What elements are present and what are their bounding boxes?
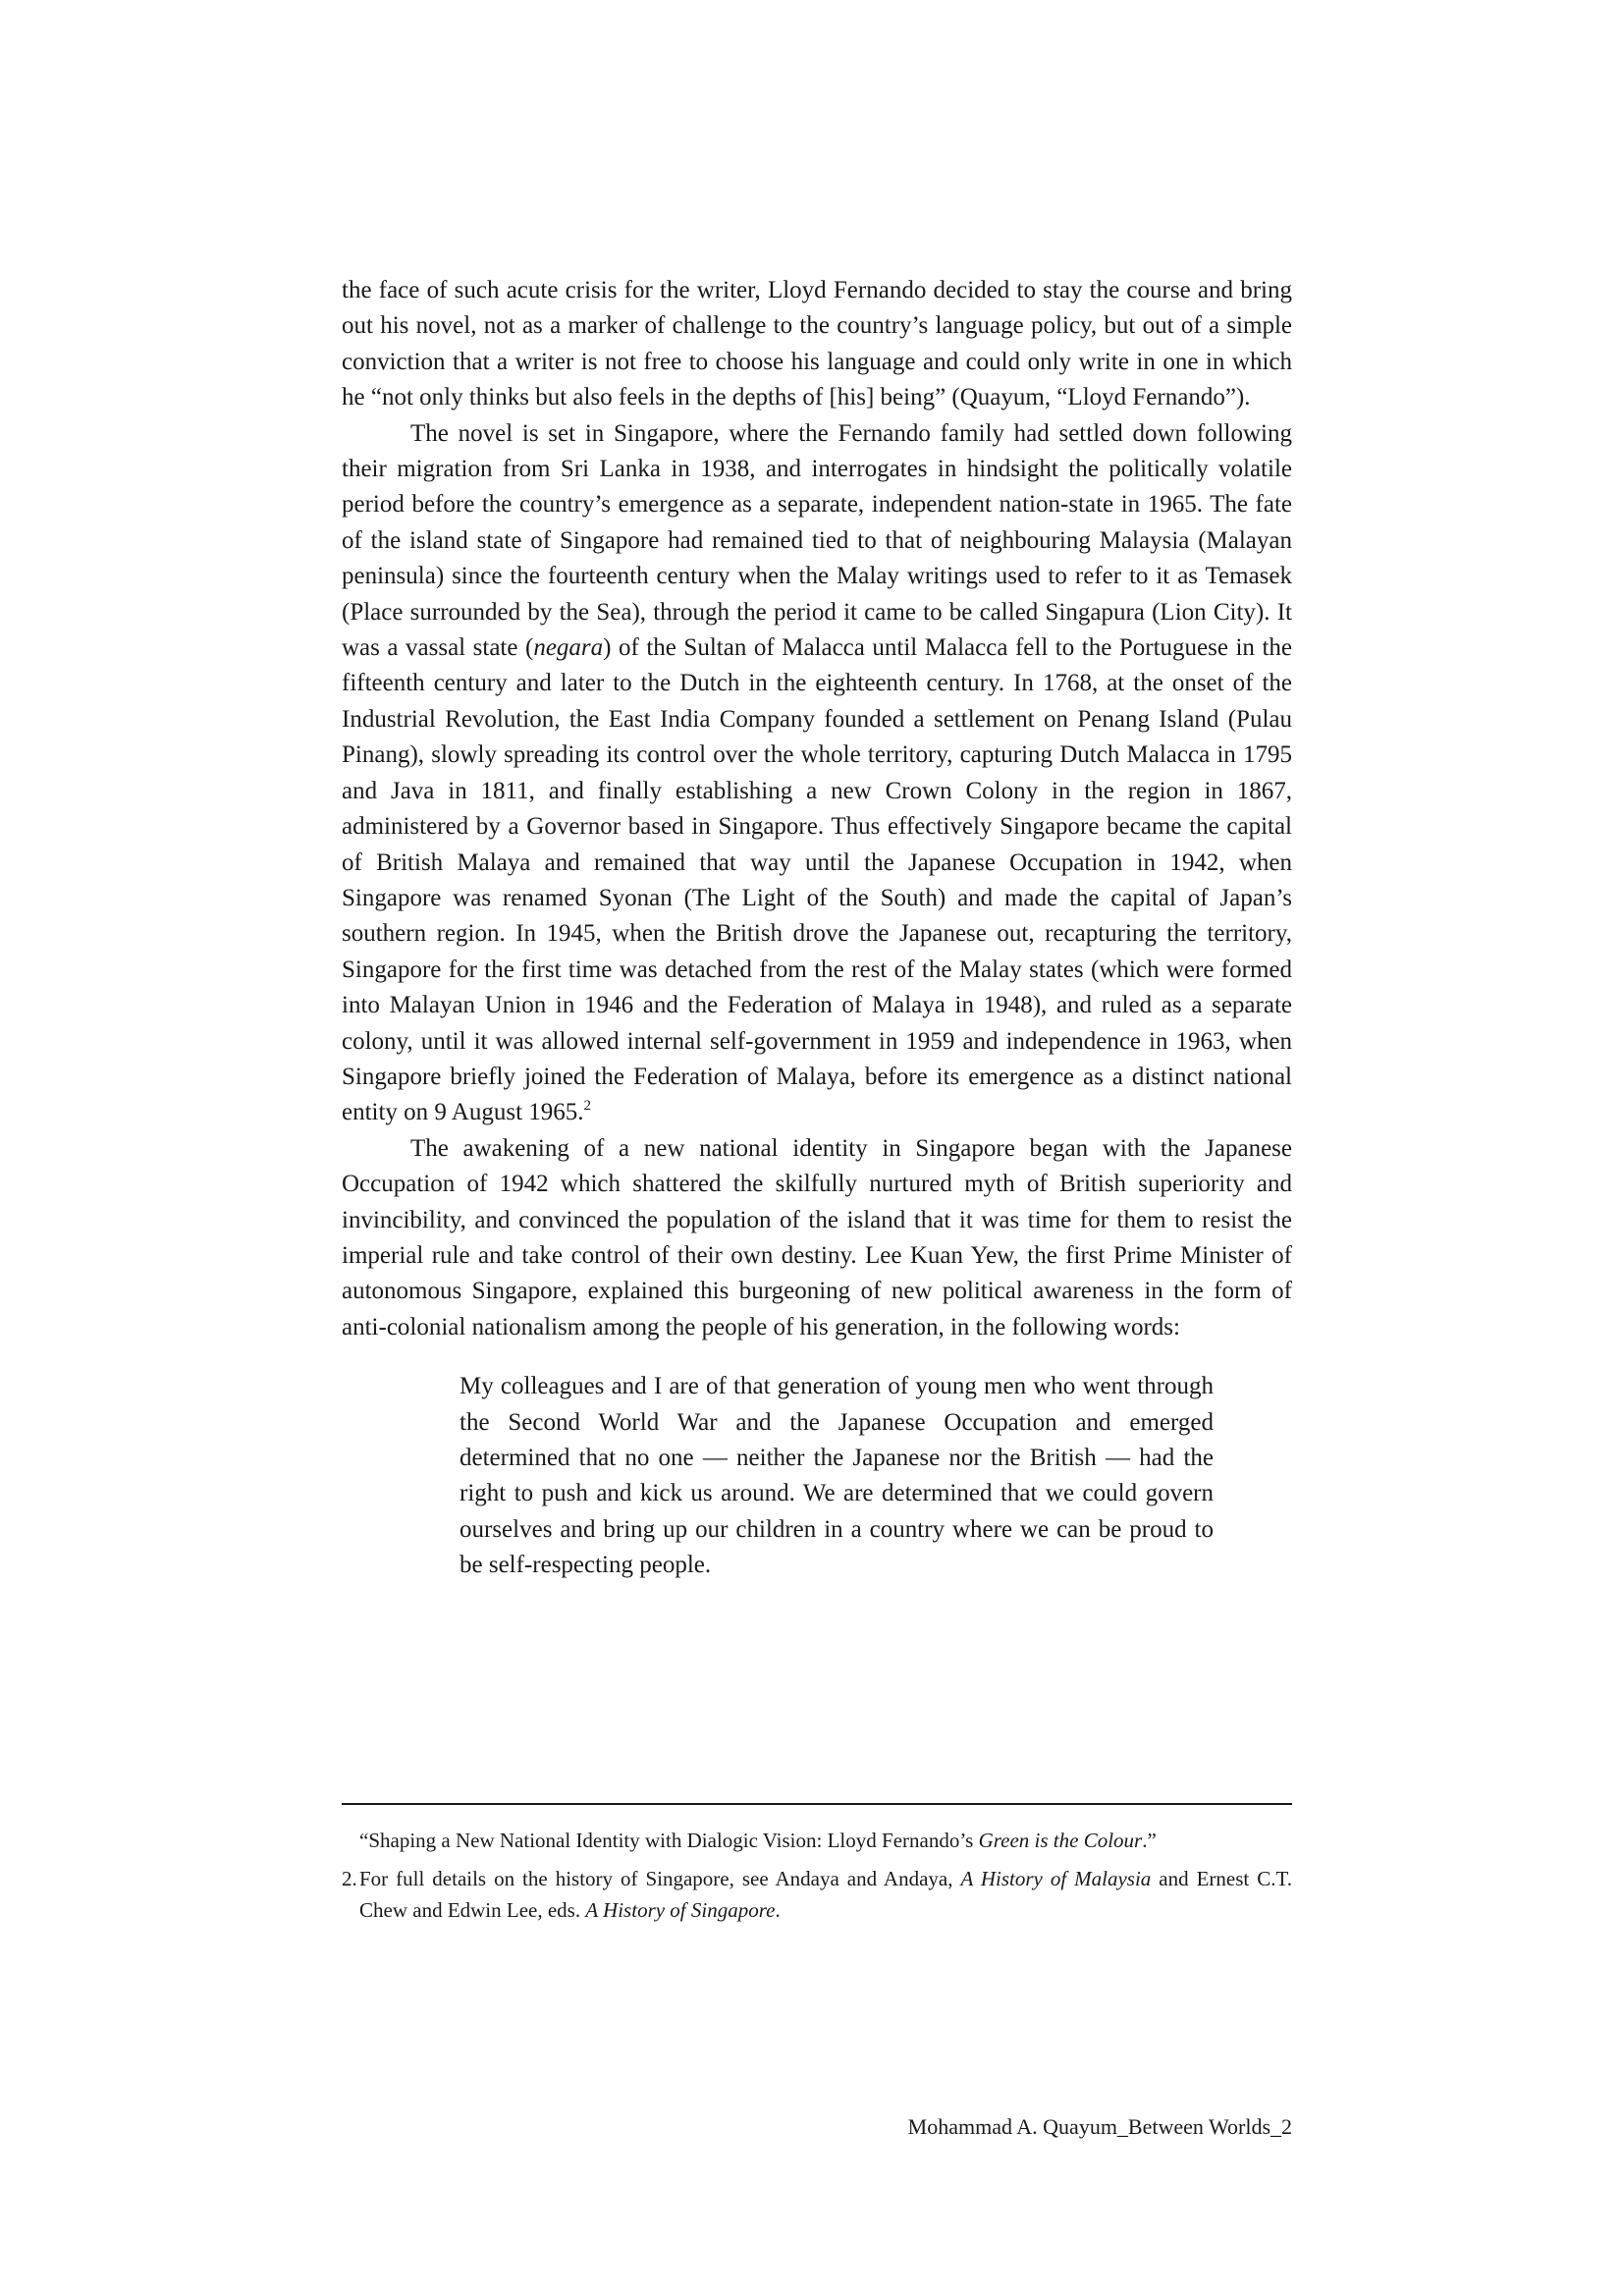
footnote-2 [342, 1863, 1292, 1927]
paragraph-3: The awakening of a new national identity in Singapore began with the Japanese Occupation of 1942 which shattered the skilfully nurtured myth of British superiority and invincibility, and convinced the population of the island that it was time for them to resist the imperial rule and take control of their own destiny. Lee Kuan Yew, the first Prime Minister of autonomous Singapore, explained this burgeoning of new political awareness in the form of anti-colonial nationalism among the people of his generation, in the following words: [342, 1134, 1292, 1340]
page-body [342, 273, 1292, 1584]
footnote-2-text-c: . [775, 1898, 781, 1922]
footnotes [342, 1825, 1292, 1933]
footnote-2-italic-1: A History of Malaysia [960, 1866, 1152, 1890]
paragraph-2-italic: negara [533, 634, 604, 662]
footnote-ref-2[interactable]: 2 [583, 1098, 592, 1115]
footnote-1-italic: Green is the Colour [978, 1829, 1143, 1852]
footnote-2-number: 2. [342, 1866, 357, 1890]
block-quote: My colleagues and I are of that generation of young men who went through the Second World War and the Japanese Occupation and emerged determined that no one — neither the Japanese nor the British — had the right to push and kick us around. We are determined that we could govern ourselves and bring up our children in a country where we can be proud to be self-respecting people. [460, 1373, 1214, 1579]
footnote-2-italic-2: A History of Singapore [585, 1898, 776, 1922]
running-footer: Mohammad A. Quayum_Between Worlds_2 [907, 2114, 1292, 2139]
footnote-divider [342, 1803, 1292, 1805]
footnote-1-text-b: .” [1142, 1829, 1157, 1852]
footnote-2-text-a: For full details on the history of Singapore, see Andaya and Andaya, [359, 1866, 961, 1890]
paragraph-2-text-a: The novel is set in Singapore, where the Fernando family had settled down following their migration from Sri Lanka in 1938, and interrogates in hindsight the politically volatile period before the country’s emergence as a separate, independent nation-state in 1965. The fate of the island state of Singapore had remained tied to that of neighbouring Malaysia (Malayan peninsula) since the fourteenth century when the Malay writings used to refer to it as Temasek (Place surrounded by the Sea), through the period it came to be called Singapura (Lion City). It was a vassal state ( [342, 419, 1292, 662]
paragraph-2 [342, 416, 1292, 1131]
paragraph-1: the face of such acute crisis for the writer, Lloyd Fernando decided to stay the course and bring out his novel, not as a marker of challenge to the country’s language policy, but out of a simple conviction that a writer is not free to choose his language and could only write in one in which he “not only thinks but also feels in the depths of [his] being” (Quayum, “Lloyd Fernando”). [342, 277, 1292, 411]
footnote-1 [342, 1825, 1292, 1857]
paragraph-2-text-b: ) of the Sultan of Malacca until Malacca fell to the Portuguese in the fifteenth century and later to the Dutch in the eighteenth century. In 1768, at the onset of the Industrial Revolution, the East India Company founded a settlement on Penang Island (Pulau Pinang), slowly spreading its control over the whole territory, capturing Dutch Malacca in 1795 and Java in 1811, and finally establishing a new Crown Colony in the region in 1867, administered by a Governor based in Singapore. Thus effectively Singapore became the capital of British Malaya and remained that way until the Japanese Occupation in 1942, when Singapore was renamed Syonan (The Light of the South) and made the capital of Japan’s southern region. In 1945, when the British drove the Japanese out, recapturing the territory, Singapore for the first time was detached from the rest of the Malay states (which were formed into Malayan Union in 1946 and the Federation of Malaya in 1948), and ruled as a separate colony, until it was allowed internal self-government in 1959 and independence in 1963, when Singapore briefly joined the Federation of Malaya, before its emergence as a distinct national entity on 9 August 1965. [342, 634, 1292, 1126]
footnote-2-text-b: and Ernest C.T. Chew and Edwin Lee, eds. [359, 1866, 1292, 1922]
footnote-1-text-a: “Shaping a New National Identity with Dialogic Vision: Lloyd Fernando’s [359, 1829, 979, 1852]
